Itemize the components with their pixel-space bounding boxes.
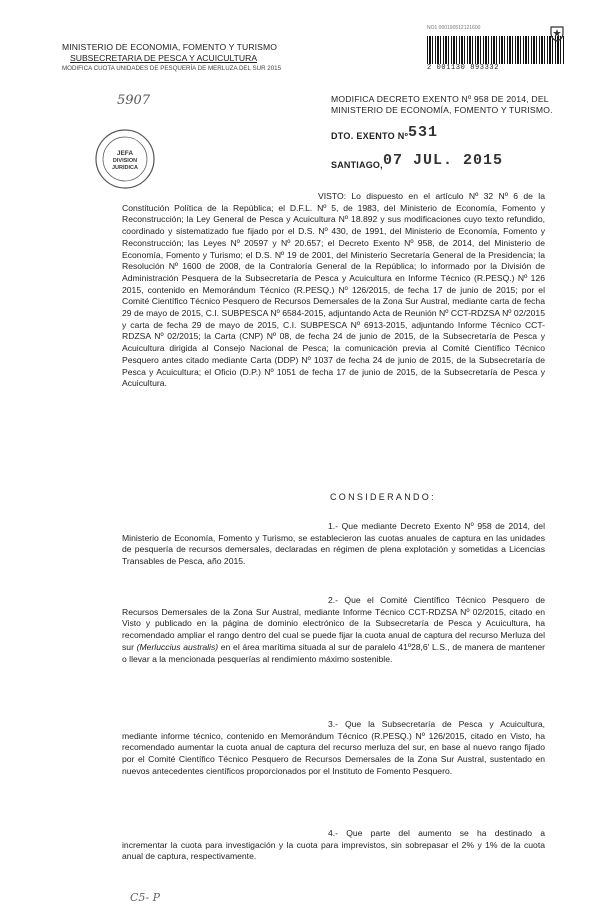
document-title: MODIFICA DECRETO EXENTO Nº 958 DE 2014, DEL MINISTERIO DE ECONOMÍA, FOMENTO Y TURISMO. [331, 94, 553, 115]
considerando-1-text: 1.- Que mediante Decreto Exento Nº 958 de 2014, del Ministerio de Economía, Fomento y Turismo, se establecieron las cuotas anuales de captura en las unidades de pesquería de recursos demersales, declaradas en régimen de plena explotación y sometidas a Licencias Transables de Pesca, año 2015. [122, 521, 545, 567]
crest-icon [549, 24, 565, 42]
visto-paragraph [122, 191, 545, 390]
stamp-line-2: DIVISION [112, 158, 138, 164]
subsecretaria-name: SUBSECRETARIA DE PESCA Y ACUICULTURA [70, 53, 258, 63]
division-juridica-stamp-icon [94, 128, 156, 190]
barcode-top-text: NO1 000190512121600 [427, 25, 481, 31]
handwritten-initials: C5- P [130, 891, 161, 904]
place-label: SANTIAGO, [331, 160, 383, 170]
considerando-3-text: 3.- Que la Subsecretaría de Pesca y Acuicultura, mediante informe técnico, contenido en Memorándum Técnico (R.PESQ.) Nº 126/2015, citado en Visto, ha recomendado aumentar la cuota anual de captura del recurso merluza del sur, en base al nuevo rango fijado por el Comité Científico Técnico Pesquero de Recursos Demersales de la Zona Sur Austral, sustentado en nuevos antecedentes científicos proporcionados por el Instituto de Fomento Pesquero. [122, 719, 545, 776]
ministry-name: MINISTERIO DE ECONOMIA, FOMENTO Y TURISMO [62, 42, 277, 52]
barcode-bars [427, 36, 565, 64]
barcode-number: 2 001130 893332 [427, 64, 500, 72]
considerando-3 [122, 719, 545, 778]
decree-number: 531 [408, 124, 439, 141]
considerando-4 [122, 828, 545, 863]
decree-label: DTO. EXENTO Nº [331, 131, 409, 141]
species-name: (Merluccius australis) [136, 641, 219, 652]
considerando-4-text: 4.- Que parte del aumento se ha destinado a incrementar la cuota para investigación y la cuota para imprevistos, sin sobrepasar el 2% y 1% de la cuota anual de captura, respectivamente. [122, 828, 545, 862]
considerando-heading: CONSIDERANDO: [330, 492, 436, 502]
barcode-label [427, 25, 565, 77]
considerando-2-rest: en el área marítima situada al sur de paralelo 41º28,6' L.S., de manera de mantener o llevar a la mencionada pesquerías al rendimiento máximo sostenible. [122, 641, 545, 664]
considerando-2 [122, 595, 545, 665]
visto-text: VISTO: Lo dispuesto en el artículo Nº 32 Nº 6 de la Constitución Política de la República; el D.F.L. Nº 5, de 1983, del Ministerio de Economía, Fomento y Reconstrucción; la Ley General de Pesca y Acuicultura Nº 18.892 y sus modificaciones cuyo texto refundido, coordinado y sistematizado fue fijado por el D.S. Nº 430, de 1991, del Ministerio de Economía, Fomento y Reconstrucción; las Leyes Nº 20597 y Nº 20.657; el Decreto Exento Nº 958, de 2014, del Ministerio de Economía, Fomento y Turismo; el D.S. Nº 19 de 2001, del Ministerio Secretaría General de la Presidencia; la Resolución Nº 1600 de 2008, de la Contraloría General de la República; lo informado por la División de Administración Pesquera de la Subsecretaría de Pesca y Acuicultura en Informe Técnico (R.PESQ.) Nº 126 2015, contenido en Memorándum Técnico (R.PESQ.) Nº 126/2015, de fecha 17 de junio de 2015; por el Comité Científico Técnico Pesquero de Recursos Demersales de la Zona Sur Austral, mediante carta de fecha 29 de mayo de 2015, C.I. SUBPESCA Nº 6584-2015, adjuntando Acta de Reunión Nº CCT-RDZSA Nº 02/2015 y carta de fecha 29 de mayo de 2015, C.I. SUBPESCA Nº 6913-2015, adjuntando Informe Técnico CCT-RDZSA Nº 02/2015; la Carta (CNP) Nº 08, de fecha 24 de junio de 2015, de la Subsecretaría de Pesca y Acuicultura dirigida al Consejo Nacional de Pesca; la comunicación previa al Comité Científico Técnico Pesquero antes citado mediante Carta (DDP) Nº 1037 de fecha 24 de junio de 2015, de la Subsecretaría de Pesca y Acuicultura; el Oficio (D.P.) Nº 1051 de fecha 17 de junio de 2015, de la Subsecretaría de Pesca y Acuicultura. [122, 191, 545, 389]
decree-date: 07 JUL. 2015 [383, 152, 504, 169]
stamp-line-3: JURIDICA [112, 165, 138, 171]
ministry-header [62, 42, 322, 74]
handwritten-number: 5907 [117, 93, 151, 108]
considerando-2-text: 2.- Que el Comité Científico Técnico Pesquero de Recursos Demersales de la Zona Sur Austral, mediante Informe Técnico CCT-RDZSA Nº 02/2015, citado en Visto y publicado en la página de dominio electrónico de la Subsecretaría de Pesca y Acuicultura, ha recomendado ampliar el rango dentro del cual se puede fijar la cuota anual de captura del recurso Merluza del sur [122, 595, 545, 652]
considerando-1 [122, 521, 545, 568]
subject-line: MODIFICA CUOTA UNIDADES DE PESQUERÍA DE MERLUZA DEL SUR 2015 [62, 65, 282, 72]
stamp-line-1: JEFA [116, 150, 134, 157]
